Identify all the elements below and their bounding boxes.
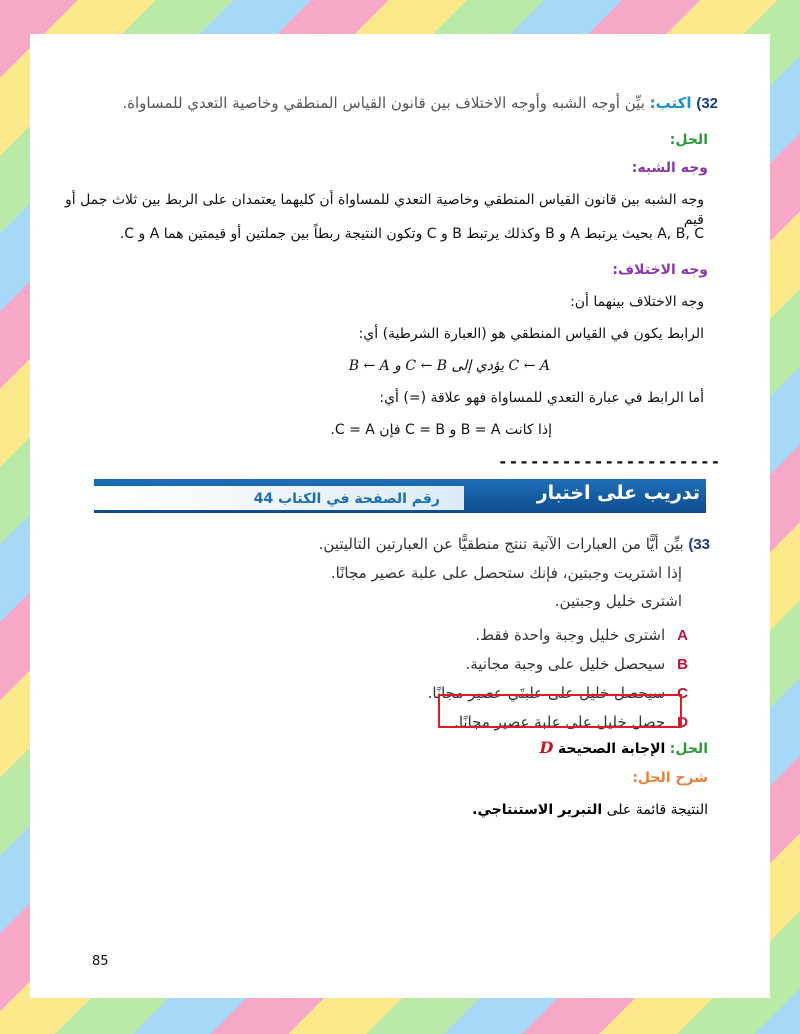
option-text: اشترى خليل وجبة واحدة فقط. — [475, 626, 666, 644]
question-text: بيِّن أوجه الشبه وأوجه الاختلاف بين قانون القياس المنطقي وخاصية التعدي للمساواة. — [122, 94, 645, 112]
difference-heading: وجه الاختلاف: — [612, 262, 708, 278]
option-a — [90, 621, 688, 650]
answer-label: الحل: — [669, 741, 708, 757]
difference-line-1: وجه الاختلاف بينهما أن: — [570, 294, 704, 310]
option-text: سيحصل خليل على وجبة مجانية. — [465, 655, 666, 673]
option-letter: D — [677, 714, 688, 731]
similarity-line-2: A, B, C بحيث يرتبط A و B وكذلك يرتبط B و C وتكون النتيجة ربطاً بين جملتين أو قيمتين هما A و C. — [119, 226, 704, 242]
separator: --------------------- — [498, 452, 722, 471]
correct-answer-highlight — [438, 694, 682, 728]
explanation-bold: التبرير الاستنتاجي. — [472, 802, 603, 818]
answer-text: الإجابة الصحيحة — [557, 741, 666, 757]
similarity-line-1: وجه الشبه بين قانون القياس المنطقي وخاصية التعدي للمساواة أن كليهما يعتمدان على الربط بين ثلاث جمل أو قيم — [64, 192, 704, 228]
difference-line-4: أما الرابط في عبارة التعدي للمساواة فهو علاقة (=) أي: — [379, 390, 704, 406]
question-keyword: اكتب: — [649, 94, 692, 112]
question-number: 32) — [696, 95, 718, 112]
worksheet-page — [30, 34, 770, 998]
option-letter: B — [677, 656, 688, 673]
question-33-prompt — [90, 530, 710, 559]
banner-title: تدريب على اختبار — [536, 482, 700, 504]
question-32 — [78, 94, 718, 112]
difference-line-5: إذا كانت B = A و C = B فإن C = A. — [330, 422, 552, 438]
option-letter: C — [677, 685, 688, 702]
question-number: 33) — [688, 536, 710, 553]
question-text: بيِّن أيًّا من العبارات الآتية تنتج منطقيًّا عن العبارتين التاليتين. — [318, 535, 684, 553]
answer-letter: D — [539, 738, 554, 757]
banner-page-ref: رقم الصفحة في الكتاب 44 — [253, 491, 440, 507]
statement-2: اشترى خليل وجبتين. — [554, 592, 682, 610]
difference-line-2: الرابط يكون في القياس المنطقي هو (العبارة الشرطية) أي: — [358, 326, 704, 342]
explanation-heading: شرح الحل: — [632, 770, 708, 786]
page-number: 85 — [92, 954, 109, 969]
answer-line — [540, 738, 708, 757]
option-text: سيحصل خليل على علبتَي عصير مجانًا. — [427, 684, 666, 702]
difference-line-3: C ← A يؤدي إلى C ← B و B ← A — [348, 358, 550, 374]
explanation-text — [472, 802, 708, 818]
option-b — [90, 650, 688, 679]
similarity-heading: وجه الشبه: — [631, 160, 708, 176]
solution-label: الحل: — [669, 132, 708, 148]
statement-1: إذا اشتريت وجبتين، فإنك ستحصل على علبة عصير مجانًا. — [330, 564, 682, 582]
option-letter: A — [677, 627, 688, 644]
explanation-prefix: النتيجة قائمة على — [606, 802, 708, 818]
option-text: حصل خليل على علبة عصير مجانًا. — [454, 713, 666, 731]
